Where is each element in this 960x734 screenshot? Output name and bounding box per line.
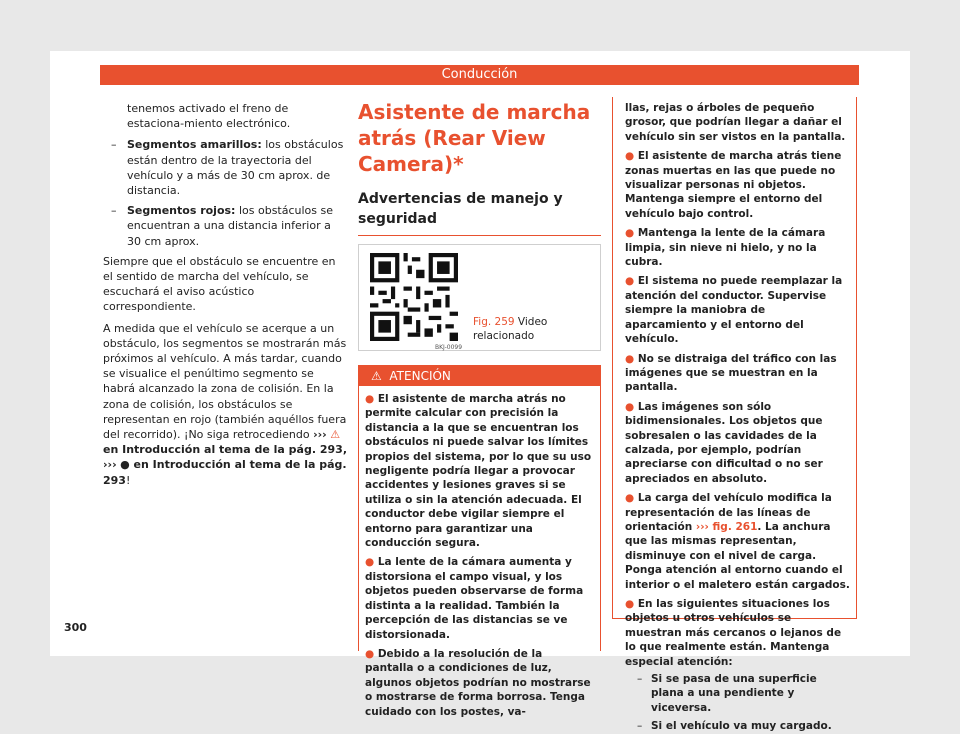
warning-text: El sistema no puede reemplazar la atención del conductor. Supervise siempre la maniobra de aparcamiento y el entorno del vehículo. bbox=[625, 275, 843, 346]
warning-text: En las siguientes situaciones los objetos u otros vehículos se muestran más cercanos o lejanos de lo que realmente están. Mantenga especial atención: bbox=[625, 598, 842, 668]
warning-item bbox=[625, 274, 850, 346]
warning-item bbox=[625, 400, 850, 486]
warning-body bbox=[359, 386, 600, 730]
bullet-icon: ● bbox=[365, 393, 375, 405]
warning-item bbox=[625, 226, 850, 269]
warning-text: El asistente de marcha atrás tiene zonas muertas en las que puede no visualizar personas ni objetos. Mantenga siempre el entorno del vehículo bajo control. bbox=[625, 150, 842, 220]
paragraph-text: A medida que el vehículo se acerque a un obstáculo, los segmentos se mostrarán más próximos al vehículo. A más tardar, cuando se visualice el penúltimo segmento se habrá alcanzado la zona de colisión. En la zona de colisión, los obstáculos se representan en rojo (también aquéllos fuera del recorrido). ¡No siga retrocediendo bbox=[103, 321, 347, 442]
warning-text: Las imágenes son sólo bidimensionales. Los objetos que sobresalen o las cavidades de la calzada, por ejemplo, podrían apreciarse con dificultad o no ser apreciados en absoluto. bbox=[625, 400, 823, 485]
warning-text: La carga del vehículo modifica la representación de las líneas de orientación bbox=[625, 492, 832, 533]
bullet-icon: ● bbox=[625, 275, 635, 288]
continuation-text: llas, rejas o árboles de pequeño grosor, que podrían llegar a dañar el vehículo sin ser vistos en la pantalla. bbox=[625, 102, 846, 143]
sub-list-item bbox=[625, 672, 850, 715]
warning-triangle-icon: ⚠ bbox=[330, 428, 341, 442]
bullet-icon: ● bbox=[625, 492, 635, 505]
section-subtitle: Advertencias de manejo y seguridad bbox=[358, 189, 601, 236]
warning-item bbox=[625, 352, 850, 395]
bullet-icon: ● bbox=[625, 150, 635, 163]
caption-text: Video relacionado bbox=[473, 316, 548, 342]
paragraph: Siempre que el obstáculo se encuentre en el sentido de marcha del vehículo, se escuchará el aviso acústico correspondiente. bbox=[103, 254, 336, 314]
bullet-icon: ● bbox=[625, 352, 635, 365]
bullet-icon: ● bbox=[365, 647, 375, 660]
figure-caption bbox=[473, 315, 593, 343]
paragraph-end: ! bbox=[125, 473, 131, 487]
paragraph-with-refs bbox=[103, 321, 348, 488]
right-column-warning-continuation bbox=[612, 97, 857, 733]
sub-item-text: Si el vehículo va muy cargado. bbox=[651, 720, 832, 733]
ref-arrows: ››› bbox=[695, 520, 709, 533]
figure-box bbox=[358, 244, 601, 351]
list-item bbox=[103, 137, 348, 198]
bullet-icon: ● bbox=[365, 556, 375, 569]
cross-reference-link[interactable]: en Introducción al tema de la pág. 293 bbox=[103, 443, 343, 457]
warning-item bbox=[625, 149, 850, 221]
warning-header bbox=[359, 366, 600, 386]
ref-separator: , bbox=[342, 443, 347, 457]
dash-marker: – bbox=[637, 673, 643, 686]
section-title: Asistente de marcha atrás (Rear View Camera)* bbox=[358, 100, 591, 176]
sub-item-text: Si se pasa de una superficie plana a una pendiente y viceversa. bbox=[651, 673, 817, 714]
item-term: Segmentos amarillos: bbox=[127, 138, 262, 152]
item-text: los obstáculos están dentro de la trayectoria del vehículo y a más de 30 cm aprox. de distancia. bbox=[127, 138, 344, 198]
warning-item bbox=[625, 597, 850, 669]
figure-reference-link[interactable]: fig. 261 bbox=[708, 520, 758, 533]
warning-item bbox=[625, 491, 850, 592]
warning-item bbox=[365, 647, 594, 719]
cross-reference-link[interactable]: en Introducción al tema de la pág. 293 bbox=[103, 458, 347, 487]
item-term: Segmentos rojos: bbox=[127, 204, 236, 218]
warning-label: ATENCIÓN bbox=[389, 369, 451, 383]
warning-item bbox=[365, 392, 594, 550]
figure-code: BKJ-0099 bbox=[435, 344, 463, 351]
qr-code-icon[interactable] bbox=[370, 253, 458, 341]
dash-marker: – bbox=[111, 138, 117, 152]
section-header: Conducción bbox=[100, 65, 859, 85]
warning-text: Debido a la resolución de la pantalla o a condiciones de luz, algunos objetos podrían no mostrarse o mostrarse de forma borrosa. Tenga cuidado con los postes, va- bbox=[365, 647, 591, 718]
list-item bbox=[103, 203, 348, 249]
intro-text: tenemos activado el freno de estaciona-miento electrónico. bbox=[127, 102, 291, 131]
item-text: los obstáculos se encuentran a una distancia inferior a 30 cm aprox. bbox=[127, 204, 334, 248]
warning-text: Mantenga la lente de la cámara limpia, sin nieve ni hielo, y no la cubra. bbox=[625, 227, 826, 269]
ref-arrows: ››› bbox=[103, 458, 117, 472]
dash-marker: – bbox=[637, 720, 643, 733]
sub-list-item bbox=[625, 719, 850, 733]
warning-box bbox=[358, 365, 601, 718]
left-column bbox=[103, 101, 348, 494]
dash-marker: – bbox=[111, 204, 117, 218]
warning-item bbox=[365, 555, 594, 641]
warning-text: . La anchura que las mismas representan, disminuye con el nivel de carga. Ponga atención al entorno cuando el interior o el maletero están cargados. bbox=[625, 520, 850, 591]
info-circle-icon: ● bbox=[120, 458, 130, 472]
page-number: 300 bbox=[64, 621, 87, 634]
warning-triangle-icon: ⚠ bbox=[371, 369, 382, 383]
warning-text: No se distraiga del tráfico con las imágenes que se muestran en la pantalla. bbox=[625, 352, 837, 394]
bullet-icon: ● bbox=[625, 598, 635, 610]
bullet-icon: ● bbox=[625, 400, 635, 413]
figure-label: Fig. 259 bbox=[473, 316, 515, 328]
bullet-icon: ● bbox=[625, 227, 635, 240]
ref-arrows: ››› bbox=[313, 428, 327, 442]
warning-text: El asistente de marcha atrás no permite calcular con precisión la distancia a la que se encuentran los obstáculos ni puede salvar los límites propios del sistema, por lo que su uso negligente podría llegar a provocar accidentes y lesiones graves si se utiliza o sin la atención adecuada. El conductor debe vigilar siempre el entorno para garantizar una conducción segura. bbox=[365, 393, 592, 550]
warning-text: La lente de la cámara aumenta y distorsiona el campo visual, y los objetos pueden observarse de forma distinta a la realidad. También la percepción de las distancias se ve distorsionada. bbox=[365, 556, 584, 641]
middle-column bbox=[358, 99, 601, 718]
